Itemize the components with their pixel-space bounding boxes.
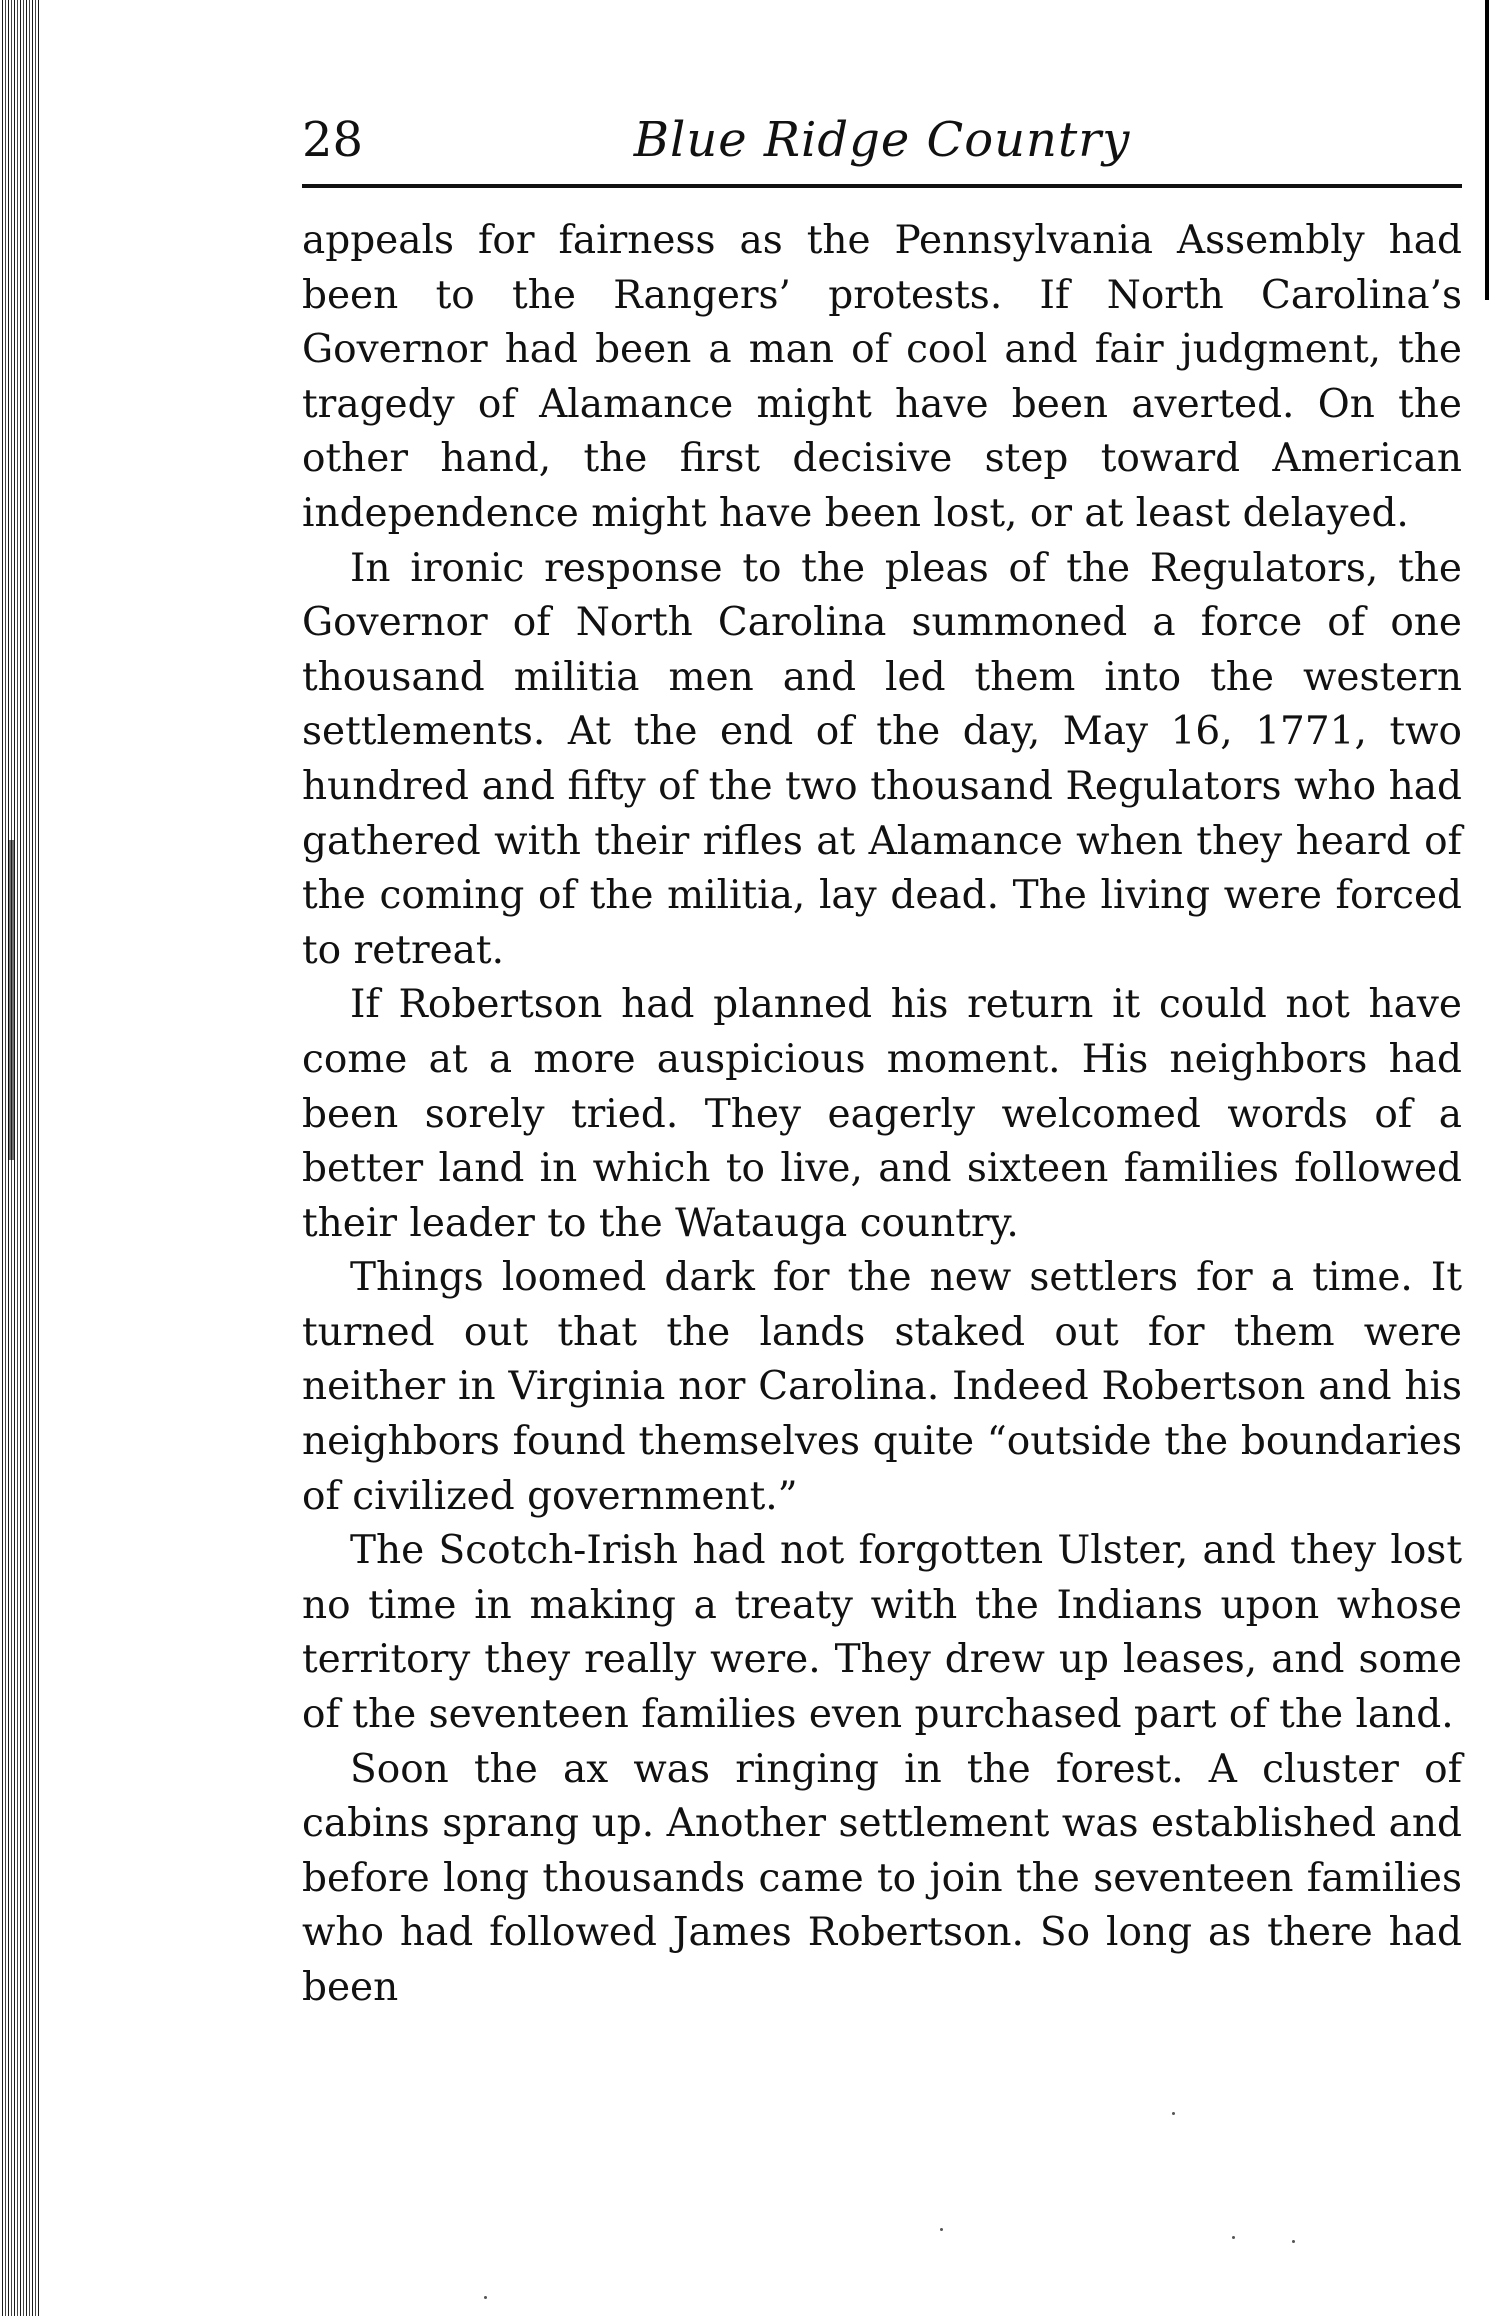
paragraph: Things loomed dark for the new settlers for a time. It turned out that the lands staked out for them were neither in Virginia nor Carolina. Indeed Robertson and his neighbors found themselves quite “outside the boundaries of civilized government.” <box>302 1255 1462 1519</box>
header-rule <box>302 184 1462 188</box>
print-speck <box>484 2296 487 2299</box>
binding-shadow <box>8 840 14 1160</box>
print-speck <box>1172 2112 1175 2115</box>
paragraph: The Scotch-Irish had not forgotten Ulster, and they lost no time in making a treaty with the Indians upon whose territory they really were. They drew up leases, and some of the seventeen families even purchased part of the land. <box>302 1528 1462 1738</box>
paragraph: In ironic response to the pleas of the Regulators, the Governor of North Carolina summoned a force of one thousand militia men and led them into the western settlements. At the end of the day, May 16, 1771, two hundred and fifty of the two thousand Regulators who had gathered with their rifles at Alamance when they heard of the coming of the militia, lay dead. The living were forced to retreat. <box>302 545 1462 973</box>
print-speck <box>1292 2240 1295 2243</box>
book-page <box>302 100 1462 2016</box>
running-title: Blue Ridge Country <box>633 112 1131 168</box>
body-text <box>302 214 1462 2016</box>
page-number: 28 <box>302 112 364 168</box>
paragraph: appeals for fairness as the Pennsylvania Assembly had been to the Rangers’ protests. If North Carolina’s Governor had been a man of cool and fair judgment, the tragedy of Alamance might have been averted. On the other hand, the first decisive step toward American independence might have been lost, or at least delayed. <box>302 218 1462 536</box>
book-binding-edge <box>0 0 40 2316</box>
print-speck <box>1232 2236 1235 2239</box>
paragraph: If Robertson had planned his return it could not have come at a more auspicious moment. His neighbors had been sorely tried. They eagerly welcomed words of a better land in which to live, and sixteen families followed their leader to the Watauga country. <box>302 982 1462 1246</box>
print-speck <box>940 2228 943 2231</box>
running-head <box>302 100 1462 180</box>
paragraph: Soon the ax was ringing in the forest. A cluster of cabins sprang up. Another settlement was established and before long thousands came to join the seventeen families who had followed James Robertson. So long as there had been <box>302 1746 1462 2010</box>
page-edge-mark <box>1485 0 1489 300</box>
